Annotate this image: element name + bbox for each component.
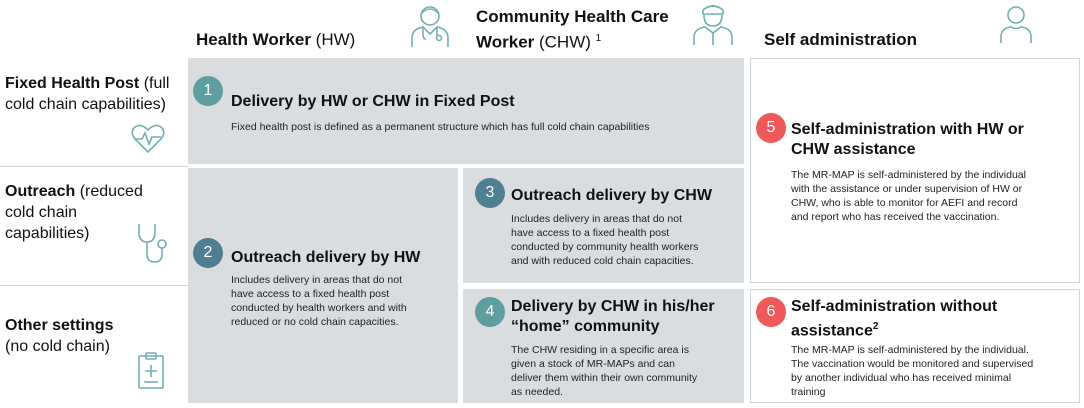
column-header-self: Self administration	[764, 30, 918, 49]
box-2-title: Outreach delivery by HW	[231, 249, 421, 266]
box-6-badge: 6	[756, 297, 786, 327]
column-header-chw: Community Health Care Worker (CHW) $^1$	[476, 7, 669, 52]
box-5-badge: 5	[756, 113, 786, 143]
box-2-desc: Includes delivery in areas that do not have access to a fixed health post conducted by health workers and with reduced or no cold chain capacities.	[231, 274, 407, 328]
box-4-desc: The CHW residing in a specific area is given a stock of MR-MAPs and can deliver them within their own community as needed.	[511, 344, 698, 398]
box-1-badge: 1	[193, 76, 223, 106]
box-3-desc: Includes delivery in areas that do not have access to a fixed health post conducted by community health workers and with reduced cold chain capacities.	[511, 213, 699, 267]
clipboard-icon	[137, 352, 165, 390]
box-2-badge: 2	[193, 238, 223, 268]
stethoscope-icon	[134, 222, 170, 266]
person-icon	[998, 4, 1034, 44]
row-divider	[0, 285, 188, 286]
box-1-desc: Fixed health post is defined as a permanent structure which has full cold chain capabilities	[231, 121, 650, 133]
heart-pulse-icon	[130, 122, 166, 154]
box-5-title: Self-administration with HW or CHW assistance	[791, 121, 1024, 158]
row-label-other: Other settings (no cold chain)	[5, 317, 114, 355]
nurse-icon	[690, 0, 736, 46]
doctor-icon	[406, 2, 454, 48]
box-6-desc: The MR-MAP is self-administered by the individual. The vaccination would be monitored and supervised by another individual who has received minimal training	[791, 344, 1034, 398]
box-3-badge: 3	[475, 178, 505, 208]
row-label-fixed: Fixed Health Post (full cold chain capabilities)	[5, 75, 170, 113]
box-4-badge: 4	[475, 297, 505, 327]
row-divider	[0, 166, 188, 167]
box-4-title: Delivery by CHW in his/her “home” community	[511, 298, 715, 335]
box-1-title: Delivery by HW or CHW in Fixed Post	[231, 93, 515, 110]
box-3-title: Outreach delivery by CHW	[511, 187, 712, 204]
box-5-desc: The MR-MAP is self-administered by the individual with the assistance or under supervision of HW or CHW, who is able to monitor for AEFI and record and report who has received the vaccination.	[791, 169, 1026, 223]
box-6-title: Self-administration without assistance$^2$	[791, 298, 998, 340]
row-label-outreach: Outreach (reduced cold chain capabilities)	[5, 183, 143, 242]
column-header-hw: Health Worker (HW)	[196, 30, 356, 49]
